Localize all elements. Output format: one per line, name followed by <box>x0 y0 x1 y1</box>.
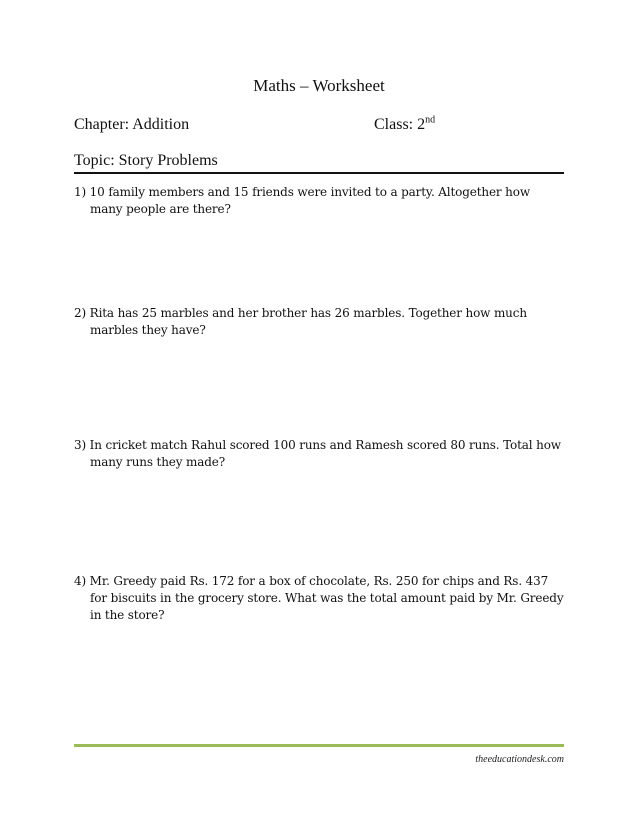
footer-site-link[interactable]: theeducationdesk.com <box>475 754 564 765</box>
question-3-text: 3) In cricket match Rahul scored 100 runs and Ramesh scored 80 runs. Total how many runs they made? <box>74 438 561 469</box>
question-4 <box>74 573 566 624</box>
worksheet-title: Maths – Worksheet <box>253 76 385 95</box>
question-2 <box>74 305 566 339</box>
chapter-label: Chapter: Addition <box>74 116 190 133</box>
topic-label: Topic: Story Problems <box>74 152 218 169</box>
class-label <box>374 116 435 134</box>
class-text: Class: 2 <box>374 116 426 133</box>
question-1 <box>74 184 566 218</box>
question-3 <box>74 437 566 471</box>
question-1-text: 1) 10 family members and 15 friends were invited to a party. Altogether how many people are there? <box>74 185 530 216</box>
footer-divider <box>74 744 564 747</box>
header-divider <box>74 172 564 174</box>
question-2-text: 2) Rita has 25 marbles and her brother has 26 marbles. Together how much marbles they have? <box>74 306 527 337</box>
class-suffix: nd <box>425 114 436 126</box>
question-4-text: 4) Mr. Greedy paid Rs. 172 for a box of chocolate, Rs. 250 for chips and Rs. 437 for biscuits in the grocery store. What was the total amount paid by Mr. Greedy in the store? <box>74 574 564 622</box>
